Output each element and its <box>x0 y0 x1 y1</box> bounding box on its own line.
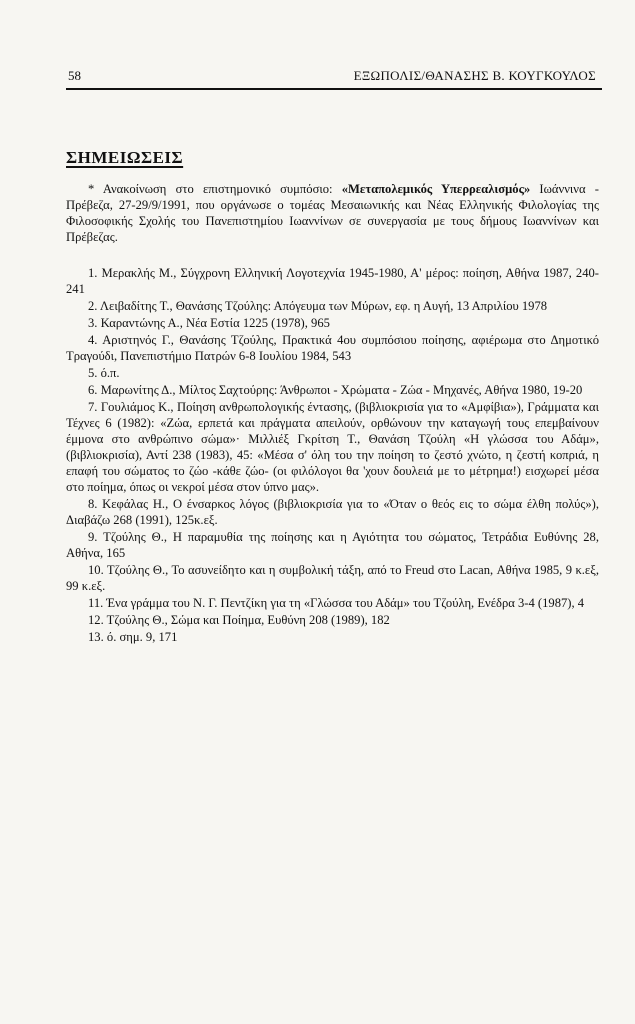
note-item: 10. Τζούλης Θ., Το ασυνείδητο και η συμβολική τάξη, από το Freud στο Lacan, Αθήνα 1985, 9 κ.εξ, 99 κ.εξ. <box>66 563 599 593</box>
note-item: 5. ό.π. <box>88 366 120 380</box>
page-header <box>66 64 602 90</box>
intro-note <box>66 181 599 245</box>
note-item: 12. Τζούλης Θ., Σώμα και Ποίημα, Ευθύνη 208 (1989), 182 <box>88 613 390 627</box>
note-item: 8. Κεφάλας Η., Ο ένσαρκος λόγος (βιβλιοκρισία για το «Όταν ο θεός εις το σώμα έλθη πολύς»), Διαβάζω 268 (1991), 125κ.εξ. <box>66 497 599 527</box>
note-item: 1. Μερακλής Μ., Σύγχρονη Ελληνική Λογοτεχνία 1945-1980, Α' μέρος: ποίηση, Αθήνα 1987, 240-241 <box>66 266 599 296</box>
intro-rest: Ιωάννινα - Πρέβεζα, 27-29/9/1991, που οργάνωσε ο τομέας Μεσαιωνικής και Νέας Ελληνικής Φιλολογίας της Φιλοσοφικής Σχολής του Πανεπιστημίου Ιωαννίνων σε συνεργασία με τους δήμους Ιωαννίνων και Πρέβεζας. <box>66 182 599 244</box>
intro-lead: * Ανακοίνωση στο επιστημονικό συμπόσιο: <box>88 182 342 196</box>
note-item: 3. Καραντώνης Α., Νέα Εστία 1225 (1978), 965 <box>88 316 330 330</box>
note-item: 11. Ένα γράμμα του Ν. Γ. Πεντζίκη για τη «Γλώσσα του Αδάμ» του Τζούλη, Ενέδρα 3-4 (1987), 4 <box>88 596 585 610</box>
page-number: 58 <box>68 68 81 83</box>
notes-list <box>66 265 599 646</box>
section-title: ΣΗΜΕΙΩΣΕΙΣ <box>66 148 184 167</box>
note-item: 7. Γουλιάμος Κ., Ποίηση ανθρωπολογικής έντασης, (βιβλιοκρισία για το «Αμφίβια»), Γράμματα και Τέχνες 6 (1982): «Ζώα, ερπετά και πράγματα απειλούν, ορθώνουν την καταγωγή τους επεμβαίνουν έμμονα στο ανθρώπινο σώμα»· Μιλλιέξ Γκρίτση Τ., Θανάση Τζούλη «Η γλώσσα του Αδάμ», (βιβλιοκρισία), Αντί 238 (1983), 45: «Μέσα σ' όλη του την ποίηση το ζεστό χνώτο, η ζεστή κοπριά, η επαφή του σώματος το ζώο -κάθε ζώο- (οι φιλόλογοι θα 'χουν δουλειά με το μέτρημα!) εισχωρεί μέσα στο ποίημα, όπως οι νεκροί μέσα στον ύπνο μας». <box>66 400 599 494</box>
note-item: 6. Μαρωνίτης Δ., Μίλτος Σαχτούρης: Άνθρωποι - Χρώματα - Ζώα - Μηχανές, Αθήνα 1980, 19-20 <box>88 383 583 397</box>
note-item: 4. Αριστηνός Γ., Θανάσης Τζούλης, Πρακτικά 4ου συμπόσιου ποίησης, αφιέρωμα στο Δημοτικό Τραγούδι, Πανεπιστήμιο Πατρών 6-8 Ιουλίου 1984, 543 <box>66 333 599 363</box>
note-item: 9. Τζούλης Θ., Η παραμυθία της ποίησης και η Αγιότητα του σώματος, Τετράδια Ευθύνης 28, Αθήνα, 165 <box>66 530 599 560</box>
intro-bold-title: «Μεταπολεμικός Υπερρεαλισμός» <box>341 182 531 196</box>
note-item: 2. Λειβαδίτης Τ., Θανάσης Τζούλης: Απόγευμα των Μύρων, εφ. η Αυγή, 13 Απριλίου 1978 <box>88 299 548 313</box>
running-head: ΕΞΩΠΟΛΙΣ/ΘΑΝΑΣΗΣ Β. ΚΟΥΓΚΟΥΛΟΣ <box>353 68 596 83</box>
note-item: 13. ό. σημ. 9, 171 <box>88 630 178 644</box>
